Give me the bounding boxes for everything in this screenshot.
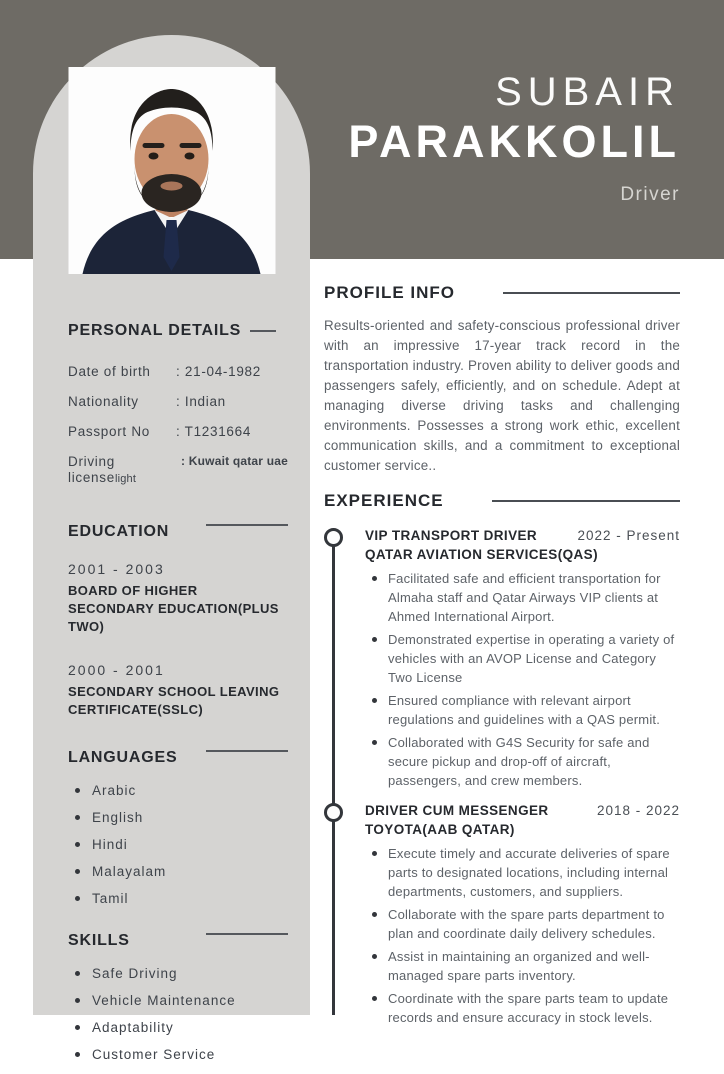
languages-section xyxy=(68,749,288,906)
job-company: QATAR AVIATION SERVICES(QAS) xyxy=(365,547,598,562)
job-bullets xyxy=(372,569,680,790)
personal-details-title-text: PERSONAL DETAILS xyxy=(68,322,242,339)
job-dates: 2018 - 2022 xyxy=(596,803,680,818)
avatar-illustration xyxy=(68,67,275,274)
detail-label: Passport No xyxy=(68,424,150,439)
sidebar xyxy=(33,35,310,1062)
education-section xyxy=(68,523,288,719)
detail-row xyxy=(68,394,288,410)
education-title-text: EDUCATION xyxy=(68,523,170,540)
skills-section xyxy=(68,932,288,1062)
detail-label: Nationality xyxy=(68,394,139,409)
main-column xyxy=(324,283,680,1040)
languages-title xyxy=(68,749,288,767)
language-item: Arabic xyxy=(68,783,288,798)
sidebar-body xyxy=(33,322,310,1074)
experience-timeline xyxy=(324,528,680,1027)
job-bullet: Execute timely and accurate deliveries of spare parts to designated locations, including internal departments, customers, and suppliers. xyxy=(372,844,680,901)
detail-value: : Indian xyxy=(176,394,226,409)
skills-title-text: SKILLS xyxy=(68,932,130,949)
experience-section xyxy=(324,491,680,1027)
skills-list xyxy=(68,966,288,1062)
role-title: Driver xyxy=(620,183,680,205)
job-dates: 2022 - Present xyxy=(577,528,680,543)
education-item xyxy=(68,561,288,636)
experience-title-text: EXPERIENCE xyxy=(324,491,444,510)
heading-dash xyxy=(250,330,276,332)
education-school: SECONDARY SCHOOL LEAVING CERTIFICATE(SSLC) xyxy=(68,684,280,717)
job-head xyxy=(365,528,680,543)
timeline-dot xyxy=(324,528,343,547)
education-years: 2000 - 2001 xyxy=(68,662,165,678)
detail-value: : 21-04-1982 xyxy=(176,364,261,379)
last-name: PARAKKOLIL xyxy=(348,116,680,167)
job-head xyxy=(365,803,680,818)
detail-value: : Kuwait qatar uae xyxy=(181,454,288,468)
job-company: TOYOTA(AAB QATAR) xyxy=(365,822,515,837)
languages-title-text: LANGUAGES xyxy=(68,749,178,766)
detail-row xyxy=(68,364,288,380)
profile-photo xyxy=(68,67,275,274)
education-years: 2001 - 2003 xyxy=(68,561,165,577)
skills-title xyxy=(68,932,288,950)
education-item xyxy=(68,662,288,719)
heading-line xyxy=(503,292,680,294)
skill-item: Customer Service xyxy=(68,1047,288,1062)
name-block xyxy=(348,72,680,206)
heading-line xyxy=(206,524,288,526)
first-name: SUBAIR xyxy=(495,70,680,114)
job-bullet: Assist in maintaining an organized and well-managed spare parts inventory. xyxy=(372,947,680,985)
experience-title xyxy=(324,491,680,511)
heading-line xyxy=(206,750,288,752)
personal-details-title xyxy=(68,322,288,340)
job-bullet: Ensured compliance with relevant airport regulations and guidelines with a QAS permit. xyxy=(372,691,680,729)
job-bullet: Collaborated with G4S Security for safe and secure pickup and drop-off of aircraft, passengers, and crew members. xyxy=(372,733,680,790)
job-bullet: Facilitated safe and efficient transportation for Almaha staff and Qatar Airways VIP clients at Ahmed International Airport. xyxy=(372,569,680,626)
job-bullet: Coordinate with the spare parts team to update records and ensure accuracy in stock levels. xyxy=(372,989,680,1027)
personal-details-rows xyxy=(68,364,288,487)
personal-details-section xyxy=(68,322,288,487)
detail-row xyxy=(68,454,288,487)
profile-section xyxy=(324,283,680,476)
profile-info-title-text: PROFILE INFO xyxy=(324,283,455,302)
language-item: English xyxy=(68,810,288,825)
job-bullet: Collaborate with the spare parts department to plan and coordinate daily delivery schedules. xyxy=(372,905,680,943)
profile-text: Results-oriented and safety-conscious professional driver with an impressive 17-year track record in the transportation industry. Proven ability to deliver goods and passengers safely, efficiently, and on schedule. Adept at managing diverse driving tasks and challenging environments. Possesses a strong work ethic, excellent communication skills, and a commitment to exceptional customer service.. xyxy=(324,318,680,473)
job-entry xyxy=(324,803,680,1027)
skill-item: Safe Driving xyxy=(68,966,288,981)
job-bullet: Demonstrated expertise in operating a variety of vehicles with an AVOP License and Category Two License xyxy=(372,630,680,687)
detail-row xyxy=(68,424,288,440)
languages-list xyxy=(68,783,288,906)
detail-label: Date of birth xyxy=(68,364,151,379)
timeline-dot xyxy=(324,803,343,822)
detail-label-suffix: light xyxy=(114,473,137,485)
detail-value: : T1231664 xyxy=(176,424,252,439)
heading-line xyxy=(206,933,288,935)
job-bullets xyxy=(372,844,680,1027)
language-item: Tamil xyxy=(68,891,288,906)
language-item: Hindi xyxy=(68,837,288,852)
education-school: BOARD OF HIGHER SECONDARY EDUCATION(PLUS TWO) xyxy=(68,583,279,634)
education-items xyxy=(68,561,288,719)
language-item: Malayalam xyxy=(68,864,288,879)
detail-label: Driving licenselight xyxy=(68,454,137,485)
heading-line xyxy=(492,500,680,502)
skill-item: Adaptability xyxy=(68,1020,288,1035)
skill-item: Vehicle Maintenance xyxy=(68,993,288,1008)
education-title xyxy=(68,523,288,541)
profile-info-title xyxy=(324,283,680,303)
job-title: DRIVER CUM MESSENGER xyxy=(365,803,549,818)
job-title: VIP TRANSPORT DRIVER xyxy=(365,528,538,543)
job-entry xyxy=(324,528,680,790)
